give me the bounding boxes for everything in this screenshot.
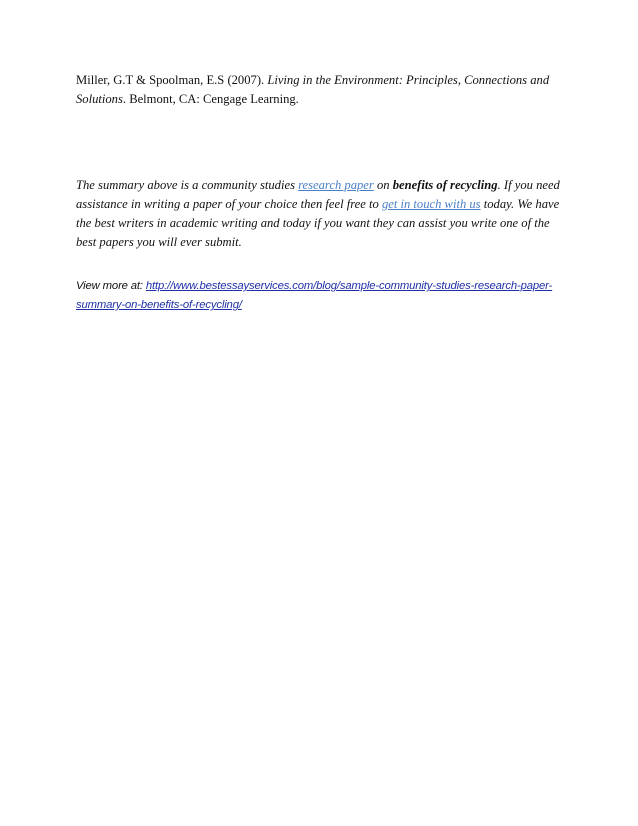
contact-us-link[interactable]: get in touch with us <box>381 197 481 211</box>
source-url-line-2: summary-on-benefits-of-recycling/ <box>76 299 242 311</box>
summary-bold-topic: benefits of recycling <box>392 178 498 192</box>
summary-text-1: The summary above is a community studies <box>76 178 299 192</box>
summary-text-3: . If you need assistance in writing a paper of your choice then feel free to <box>76 178 560 211</box>
view-more-line <box>76 277 566 315</box>
summary-text-2: on <box>373 178 393 192</box>
reference-citation <box>76 71 566 109</box>
summary-text-4: today. We have the best writers in academic writing and today if you want they can assist you write one of the best papers you will ever submit. <box>76 197 560 249</box>
view-more-label: View more at: <box>76 280 146 292</box>
source-url-link[interactable] <box>76 280 552 311</box>
source-url-line-1: http://www.bestessayservices.com/blog/sample-community-studies-research-paper- <box>145 280 553 292</box>
summary-paragraph <box>76 176 566 252</box>
reference-publisher: . Belmont, CA: Cengage Learning. <box>122 92 299 106</box>
research-paper-link[interactable]: research paper <box>298 178 374 192</box>
reference-title: Living in the Environment: Principles, Connections and Solutions <box>76 73 550 106</box>
reference-authors: Miller, G.T & Spoolman, E.S (2007). <box>76 73 268 87</box>
